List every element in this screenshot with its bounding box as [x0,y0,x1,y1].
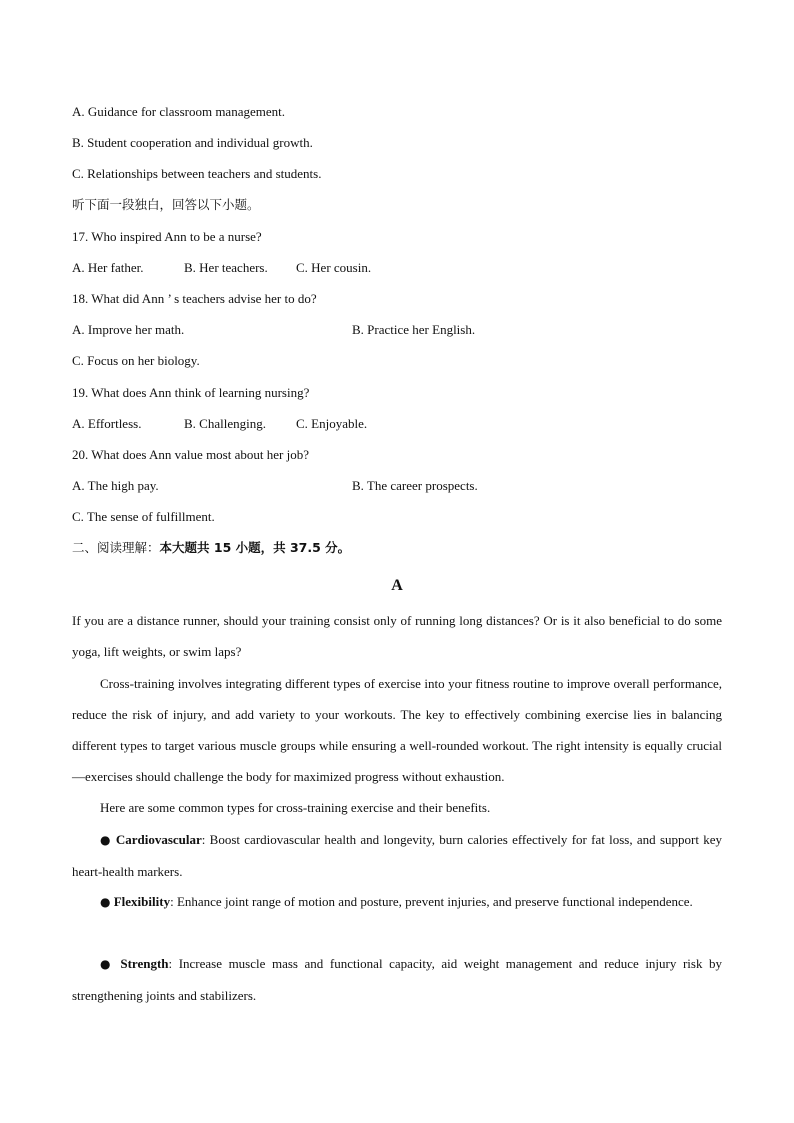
passage-title: A [391,577,403,594]
bullet-icon: ● [100,895,111,909]
bullet-icon: ● [100,957,114,971]
bullet-strength [72,948,722,1011]
q17-question: 17. Who inspired Ann to be a nurse? [72,229,262,244]
bullet-text: : Boost cardiovascular health and longevity, burn calories effectively for fat loss, and support key heart-health markers. [72,832,722,879]
q19-option-a: A. Effortless. [72,416,142,431]
passage-paragraph-1: If you are a distance runner, should your training consist only of running long distances? Or is it also beneficial to do some yoga, lift weights, or swim laps? [72,613,722,659]
q20-option-c: C. The sense of fulfillment. [72,509,215,524]
section-heading-rest: 本大题共 15 小题，共 37.5 分。 [159,540,351,555]
bullet-cardiovascular [72,824,722,887]
section-heading-prefix: 二、阅读理解： [72,540,160,555]
q18-option-c: C. Focus on her biology. [72,353,200,368]
q17-option-a: A. Her father. [72,260,144,275]
q17-options [0,260,794,276]
q17-option-c: C. Her cousin. [296,260,372,275]
q19-option-c: C. Enjoyable. [296,416,368,431]
q19-option-b: B. Challenging. [184,416,266,431]
q16-option-a: A. Guidance for classroom management. [72,104,285,119]
bullet-flexibility [72,886,722,918]
bullet-icon: ● [100,833,112,847]
q19-question: 19. What does Ann think of learning nursing? [72,385,310,400]
q16-option-b: B. Student cooperation and individual growth. [72,135,313,150]
passage-paragraph-3: Here are some common types for cross-training exercise and their benefits. [100,800,491,815]
q19-options [0,416,794,432]
bullet-term: Cardiovascular [115,832,202,847]
q18-option-b: B. Practice her English. [352,322,476,337]
q20-option-b: B. The career prospects. [352,478,478,493]
passage-paragraph-2: Cross-training involves integrating different types of exercise into your fitness routine to improve overall performance, reduce the risk of injury, and add variety to your workouts. The key to effectively combining exercise lies in balancing different types to target various muscle groups while ensuring a well-rounded workout. The right intensity is equally crucial—exercises should challenge the body for maximized progress without exhaustion. [72,676,722,784]
bullet-text: : Increase muscle mass and functional capacity, aid weight management and reduce injury risk by strengthening joints and stabilizers. [72,956,723,1003]
bullet-text: : Enhance joint range of motion and posture, prevent injuries, and preserve functional independence. [170,894,693,909]
monologue-instruction: 听下面一段独白，回答以下小题。 [72,197,260,212]
q20-question: 20. What does Ann value most about her job? [72,447,309,462]
bullet-term: Strength [120,956,169,971]
q18-question: 18. What did Ann ’ s teachers advise her to do? [72,291,317,306]
q18-option-a: A. Improve her math. [72,322,185,337]
section-heading [72,540,350,556]
q20-options-row1 [0,478,794,494]
q18-options-row1 [0,322,794,338]
bullet-term: Flexibility [113,894,171,909]
q16-option-c: C. Relationships between teachers and students. [72,166,322,181]
q20-option-a: A. The high pay. [72,478,159,493]
q17-option-b: B. Her teachers. [184,260,268,275]
